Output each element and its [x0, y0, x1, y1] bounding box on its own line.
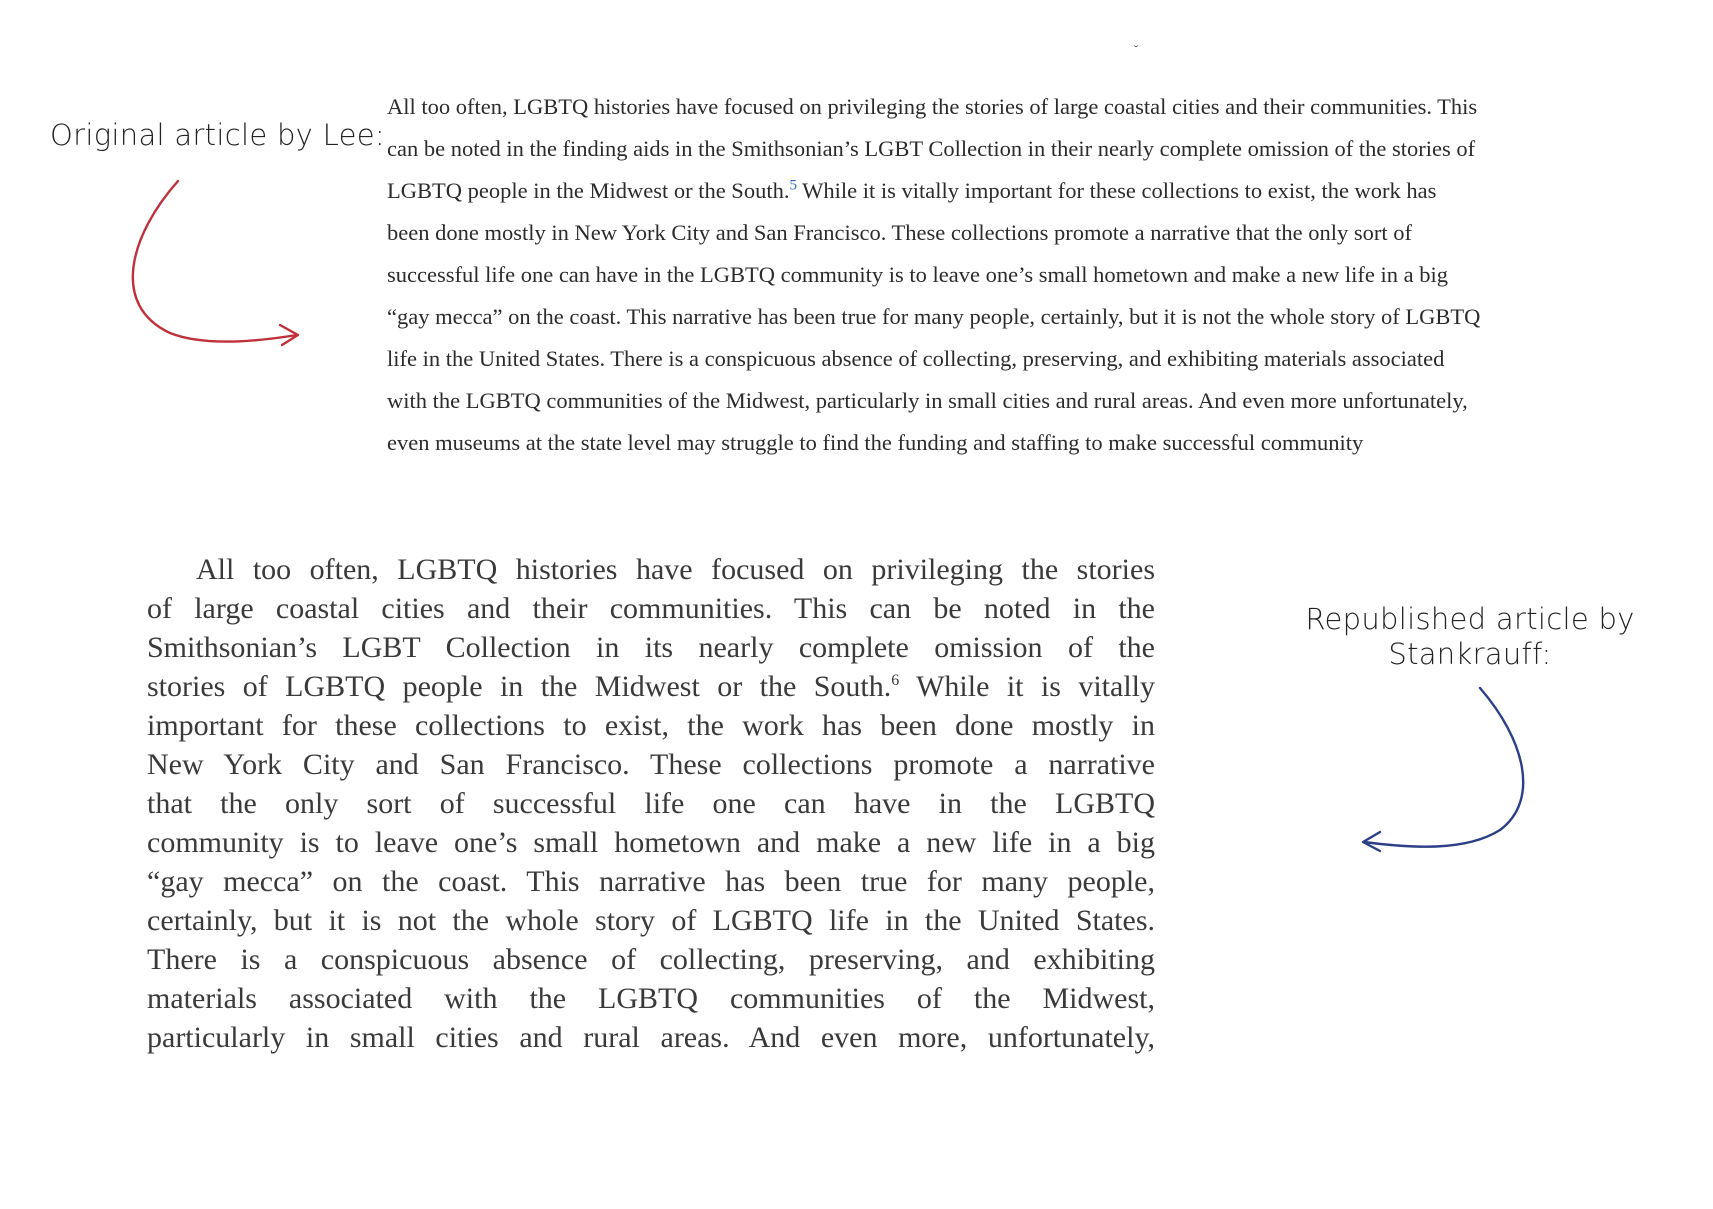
text-line: There is a conspicuous absence of collecting, preserving, and exhibiting — [147, 943, 1155, 976]
text-line: All too often, LGBTQ histories have focused on privileging the stories — [196, 553, 1155, 586]
text-line: life in the United States. There is a conspicuous absence of collecting, preserving, and exhibiting materials associated — [387, 346, 1445, 371]
text-line — [147, 667, 1155, 706]
republished-article-text — [147, 550, 1155, 1057]
text-line: All too often, LGBTQ histories have focused on privileging the stories of large coastal cities and their communities. This — [387, 94, 1478, 119]
text-line: of large coastal cities and their communities. This can be noted in the — [147, 592, 1155, 625]
republished-article-label: Republished article by Stankrauff: — [1305, 602, 1635, 671]
text-segment: While it is vitally important for these collections to exist, the work has — [796, 178, 1437, 203]
footnote-marker: 6 — [891, 672, 900, 689]
text-line: certainly, but it is not the whole story of LGBTQ life in the United States. — [147, 904, 1155, 937]
text-line: “gay mecca” on the coast. This narrative has been true for many people, certainly, but it is not the whole story of LGBTQ — [387, 304, 1481, 329]
text-line: particularly in small cities and rural areas. And even more, unfortunately, — [147, 1021, 1155, 1054]
text-line: community is to leave one’s small hometown and make a new life in a big — [147, 826, 1155, 859]
footnote-link[interactable]: 5 — [789, 177, 797, 194]
text-line: Smithsonian’s LGBT Collection in its nearly complete omission of the — [147, 631, 1155, 664]
original-article-text — [387, 86, 1689, 464]
text-line: “gay mecca” on the coast. This narrative has been true for many people, — [147, 865, 1155, 898]
text-line: successful life one can have in the LGBTQ community is to leave one’s small hometown and make a new life in a big — [387, 262, 1448, 287]
text-segment: While it is vitally — [899, 670, 1155, 703]
original-article-label: Original article by Lee: — [50, 118, 385, 152]
text-line: that the only sort of successful life one can have in the LGBTQ — [147, 787, 1155, 820]
text-line: been done mostly in New York City and San Francisco. These collections promote a narrative that the only sort of — [387, 220, 1413, 245]
text-line: can be noted in the finding aids in the Smithsonian’s LGBT Collection in their nearly complete omission of the stories of — [387, 136, 1476, 161]
text-line: New York City and San Francisco. These collections promote a narrative — [147, 748, 1155, 781]
text-segment: LGBTQ people in the Midwest or the South. — [387, 178, 790, 203]
curved-arrow-right-icon — [110, 175, 310, 350]
stray-mark: ˘ — [1133, 44, 1139, 58]
text-segment: stories of LGBTQ people in the Midwest or the South. — [147, 670, 892, 703]
curved-arrow-left-icon — [1350, 680, 1550, 860]
text-line: with the LGBTQ communities of the Midwest, particularly in small cities and rural areas. And even more unfortunately, — [387, 388, 1468, 413]
text-line: even museums at the state level may struggle to find the funding and staffing to make successful community — [387, 430, 1364, 455]
text-line: materials associated with the LGBTQ communities of the Midwest, — [147, 982, 1155, 1015]
text-line — [387, 170, 1689, 212]
text-line: important for these collections to exist, the work has been done mostly in — [147, 709, 1155, 742]
